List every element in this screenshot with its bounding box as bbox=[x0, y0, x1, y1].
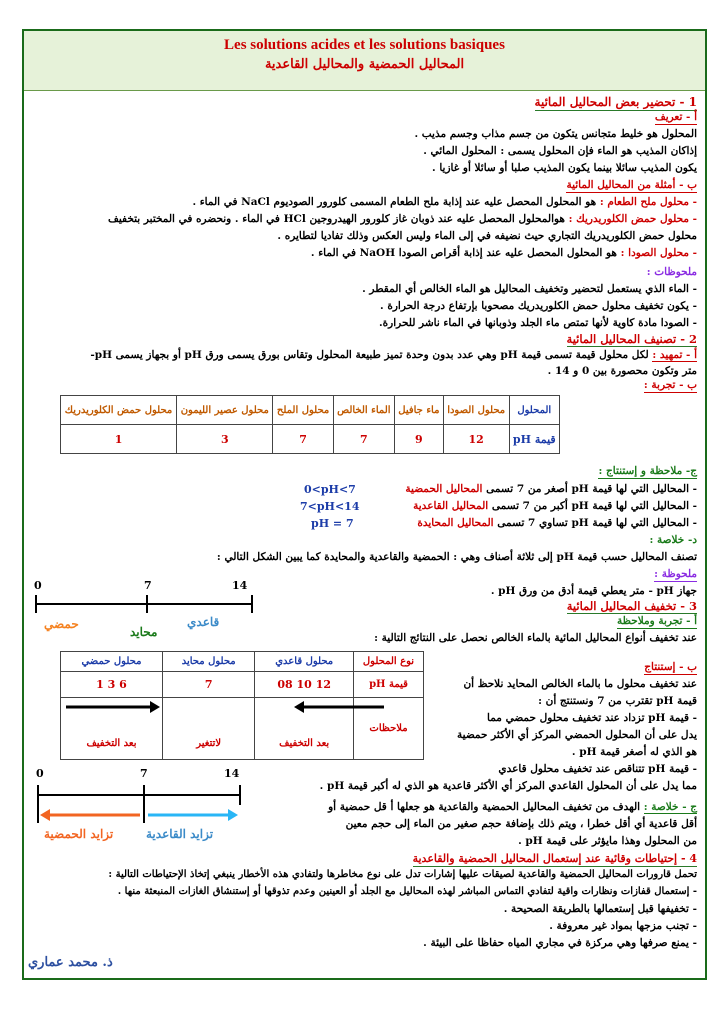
notes-title: ملحوظات : bbox=[646, 266, 697, 278]
title-arabic: المحاليل الحمضية والمحاليل القاعدية bbox=[264, 57, 465, 72]
table-header: محلول قاعدي bbox=[255, 652, 354, 672]
ph-values-table bbox=[60, 395, 560, 454]
scale2-acid-label: تزايد الحمضية bbox=[44, 827, 114, 841]
worksheet-page bbox=[22, 29, 707, 980]
table-header: محلول الملح bbox=[273, 396, 333, 425]
table-header: الماء الخالص bbox=[333, 396, 394, 425]
s1-line: إذاكان المذيب هو الماء فإن المحلول يسمى : المحلول المائي . bbox=[423, 145, 697, 157]
dilution-arrows bbox=[64, 699, 424, 715]
s3-intro: عند تخفيف أنواع المحاليل المائية بالماء الخالص نحصل على النتائج التالية : bbox=[374, 632, 697, 644]
obs-class: المحاليل المحايدة bbox=[417, 517, 494, 529]
ex1-text: هو المحلول المحصل عليه عند إذابة ملح الطعام المسمى كلورور الصوديوم NaCl في الماء . bbox=[192, 196, 597, 208]
s3-summary-line: الهدف من تخفيف المحاليل الحمضية والقاعدية هو جعلها أ قل حمضية أو bbox=[328, 801, 641, 813]
s2-note-title: ملحوظة : bbox=[654, 568, 697, 582]
table-cell: بعد التخفيف bbox=[255, 698, 354, 760]
cond-base: 7<pH<14 bbox=[300, 500, 360, 513]
scale1-mid: 7 bbox=[144, 579, 152, 592]
scale1-min: 0 bbox=[34, 579, 42, 592]
scale1-neutral-label: محايد bbox=[130, 625, 158, 639]
table-header: محلول حمض الكلوريدريك bbox=[61, 396, 177, 425]
cond-neutral: pH = 7 bbox=[311, 517, 354, 530]
s2-b-title: ب - تجربة : bbox=[644, 379, 697, 393]
header-banner bbox=[24, 31, 705, 91]
table-cell: 1 bbox=[61, 425, 177, 454]
table-header: محلول حمضي bbox=[61, 652, 163, 672]
table-cell: 7 bbox=[333, 425, 394, 454]
table-cell: قيمة pH bbox=[354, 672, 424, 698]
s1-line: المحلول هو خليط متجانس يتكون من جسم مذاب وجسم مذيب . bbox=[414, 128, 697, 140]
scale2-mid: 7 bbox=[140, 767, 148, 780]
scale1-max: 14 bbox=[232, 579, 248, 592]
concl-line: عند تخفيف محلول ما بالماء الخالص المحايد نلاحظ أن bbox=[463, 678, 697, 690]
table-header: المحلول bbox=[509, 396, 559, 425]
section-3-title: 3 - تخفيف المحاليل المائية bbox=[566, 599, 697, 613]
table-header: نوع المحلول bbox=[354, 652, 424, 672]
table-header: محلول محايد bbox=[162, 652, 254, 672]
s3-b-title: ب - إستنتاج bbox=[644, 661, 697, 675]
author-signature: ذ. محمد عماري bbox=[28, 955, 113, 970]
concl-line: يدل على أن المحلول الحمضي المركز أي الأكثر حمضية bbox=[457, 729, 697, 741]
ex2-text: هوالمحلول المحصل عليه عند ذوبان غاز كلورور الهيدروجين HCl في الماء . ونحضره في المختبر بتخفيف bbox=[108, 213, 565, 225]
s4-item: - إستعمال قفازات ونظارات واقية لتفادي التماس المباشر لهذه المحاليل مع الجلد أو العينين وعدم تذوقها أو إستنشاق الغازات المنبعثة منها . bbox=[117, 886, 697, 897]
s3-a-title: أ - تجربة وملاحظة bbox=[617, 615, 697, 629]
scale2-base-label: تزايد القاعدية bbox=[146, 827, 214, 841]
scale1-acid-label: حمضي bbox=[44, 617, 79, 631]
s4-intro: تحمل قارورات المحاليل الحمضية والقاعدية لصيقات عليها إشارات تدل على نوع مخاطرها ولتفادي هذه الأخطار ينبغي إتخاذ الإحتياطات التالية : bbox=[108, 869, 697, 880]
table-cell: 3 bbox=[177, 425, 273, 454]
s3-summary-line: من المحلول وهذا مايؤثر على قيمة pH . bbox=[518, 835, 697, 847]
note-item: - الصودا مادة كاوية لأنها تمتص ماء الجلد وذوبانها في الماء ناشر للحرارة. bbox=[379, 317, 697, 329]
table-cell: 6 3 1 bbox=[61, 672, 163, 698]
obs-class: المحاليل القاعدية bbox=[413, 500, 489, 512]
s2-d-title: د- خلاصة : bbox=[649, 534, 697, 546]
s2-note: جهاز pH - متر يعطي قيمة أدق من ورق pH . bbox=[490, 585, 697, 597]
note-item: - يكون تخفيف محلول حمض الكلوريدريك مصحوبا بإرتفاع درجة الحرارة . bbox=[380, 300, 697, 312]
ex3-label: - محلول الصودا : bbox=[620, 247, 697, 259]
ex2-label: - محلول حمض الكلوريدريك : bbox=[568, 213, 697, 225]
ex1-label: - محلول ملح الطعام : bbox=[599, 196, 697, 208]
table-cell: 9 bbox=[394, 425, 443, 454]
table-cell: لاتتغير bbox=[162, 698, 254, 760]
obs-text: - المحاليل التي لها قيمة pH أصغر من 7 تسمى bbox=[486, 483, 697, 495]
table-cell: 12 10 08 bbox=[255, 672, 354, 698]
concl-line: مما يدل على أن المحلول القاعدي المركز أي الأكثر قاعدية هو الذي له أكبر قيمة pH . bbox=[319, 780, 697, 792]
table-cell: قيمة pH bbox=[509, 425, 559, 454]
concl-line: - قيمة pH تتناقص عند تخفيف محلول قاعدي bbox=[498, 763, 697, 775]
table-header: محلول عصير الليمون bbox=[177, 396, 273, 425]
s2-c-title: ج- ملاحظة و إستنتاج : bbox=[598, 465, 697, 479]
s4-item: - يمنع صرفها وهي مركزة في مجاري المياه حفاظا على البيئة . bbox=[423, 937, 697, 949]
s2-intro-cont: متر وتكون محصورة بين 0 و 14 . bbox=[547, 365, 697, 377]
s1-line: يكون المذيب سائلا بينما يكون المذيب صلبا أو سائلا أو غازيا . bbox=[432, 162, 697, 174]
table-cell: 12 bbox=[443, 425, 509, 454]
table-cell: بعد التخفيف bbox=[61, 698, 163, 760]
cond-acid: 0<pH<7 bbox=[304, 483, 356, 496]
ex2-continuation: محلول حمض الكلوريدريك التجاري حيث نضيفه في إلى الماء وليس العكس وذلك تفاديا لتطايره . bbox=[277, 230, 697, 242]
concl-line: - قيمة pH تزداد عند تخفيف محلول حمضي مما bbox=[487, 712, 697, 724]
ex3-text: هو المحلول المحصل عليه عند إذابة أقراص الصودا NaOH في الماء . bbox=[310, 247, 617, 259]
obs-class: المحاليل الحمضية bbox=[405, 483, 483, 495]
concl-line: قيمة pH تقترب من 7 ونستنتج أن : bbox=[538, 695, 697, 707]
title-french: Les solutions acides et les solutions basiques bbox=[224, 37, 505, 53]
s3-summary-line: أقل قاعدية أي أقل خطرا ، ويتم ذلك بإضافة حجم صغير من الماء إلى حجم معين bbox=[345, 818, 697, 830]
table-cell: 7 bbox=[162, 672, 254, 698]
ph-scale-2 bbox=[34, 781, 254, 831]
obs-text: - المحاليل التي لها قيمة pH تساوي 7 تسمى bbox=[497, 517, 697, 529]
table-header: ماء جافيل bbox=[394, 396, 443, 425]
scale1-base-label: قاعدي bbox=[187, 615, 220, 629]
scale2-max: 14 bbox=[224, 767, 240, 780]
s1-b-title: ب - أمثلة من المحاليل المائية bbox=[566, 179, 697, 193]
s2-intro: لكل محلول قيمة تسمى قيمة pH وهي عدد بدون وحدة تميز طبيعة المحلول وتقاس بورق يسمى ورق pH أو بجهاز يسمى pH- bbox=[90, 349, 649, 361]
s2-a-title: أ - تمهيد : bbox=[652, 349, 697, 361]
s4-item: - تخفيفها قبل إستعمالها بالطريقة الصحيحة . bbox=[503, 903, 697, 915]
note-item: - الماء الذي يستعمل لتحضير وتخفيف المحاليل هو الماء الخالص أي المقطر . bbox=[362, 283, 697, 295]
table-cell: 7 bbox=[273, 425, 333, 454]
section-2-title: 2 - تصنيف المحاليل المائية bbox=[566, 332, 697, 346]
scale2-min: 0 bbox=[36, 767, 44, 780]
ph-scale-line bbox=[34, 591, 254, 617]
section-1-title: 1 - تحضير بعض المحاليل المائية bbox=[534, 95, 697, 109]
table-header: محلول الصودا bbox=[443, 396, 509, 425]
s4-item: - تجنب مزجها بمواد غير معروفة . bbox=[549, 920, 697, 932]
s2-summary: تصنف المحاليل حسب قيمة pH إلى ثلاثة أصناف وهي : الحمضية والقاعدية والمحايدة كما يبين الشكل التالي : bbox=[216, 551, 697, 563]
concl-line: هو الذي له أصغر قيمة pH . bbox=[571, 746, 697, 758]
section-4-title: 4 - إحتياطات وقائية عند إستعمال المحاليل الحمضية والقاعدية bbox=[412, 852, 697, 865]
table-cell: ملاحظات bbox=[354, 698, 424, 760]
s1-a-title: أ - تعريف bbox=[655, 111, 697, 125]
obs-text: - المحاليل التي لها قيمة pH أكبر من 7 تسمى bbox=[491, 500, 697, 512]
s3-c-title: ج - خلاصة : bbox=[643, 801, 697, 813]
